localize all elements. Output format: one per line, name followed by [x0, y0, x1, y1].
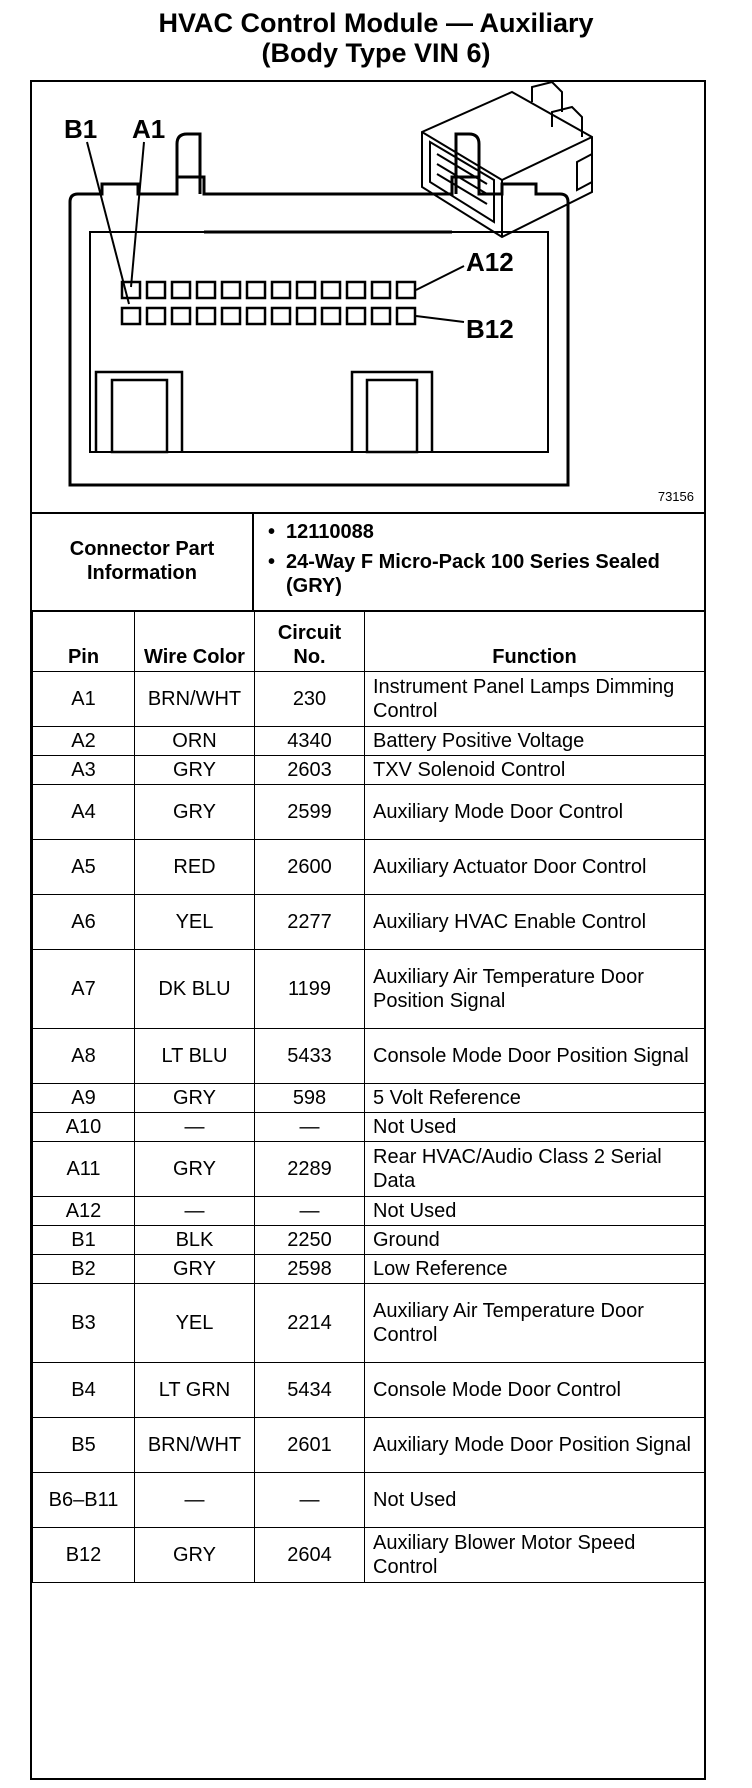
label-a12: A12 [466, 247, 514, 277]
wire-color-cell: — [135, 1113, 255, 1142]
circuit-cell: 5434 [255, 1363, 365, 1418]
wire-color-cell: — [135, 1197, 255, 1226]
circuit-cell: 2599 [255, 785, 365, 840]
function-cell: Auxiliary Air Temperature Door Position Signal [365, 950, 705, 1029]
figure-number: 73156 [657, 489, 694, 504]
table-row [33, 1528, 705, 1583]
table-row [33, 895, 705, 950]
table-row [33, 1284, 705, 1363]
table-row [33, 1473, 705, 1528]
title-line-2: (Body Type VIN 6) [261, 38, 491, 68]
pin-cell: A1 [33, 672, 135, 727]
table-row [33, 1418, 705, 1473]
table-row [33, 840, 705, 895]
table-row [33, 785, 705, 840]
pin-cell: A7 [33, 950, 135, 1029]
function-cell: Auxiliary Air Temperature Door Control [365, 1284, 705, 1363]
function-cell: TXV Solenoid Control [365, 756, 705, 785]
circuit-cell: 2277 [255, 895, 365, 950]
table-row [33, 1363, 705, 1418]
function-cell: Not Used [365, 1113, 705, 1142]
wire-color-cell: YEL [135, 1284, 255, 1363]
pin-cell: A2 [33, 727, 135, 756]
circuit-cell: 1199 [255, 950, 365, 1029]
pin-cell: A11 [33, 1142, 135, 1197]
leader-a1 [131, 142, 144, 287]
function-cell: Not Used [365, 1473, 705, 1528]
header-function: Function [365, 611, 705, 672]
connector-sheet [30, 80, 706, 1780]
connector-part-label: Connector Part Information [32, 512, 254, 610]
cavity-row-b [122, 308, 415, 324]
function-cell: Auxiliary Mode Door Control [365, 785, 705, 840]
pin-cell: A3 [33, 756, 135, 785]
function-cell: Auxiliary HVAC Enable Control [365, 895, 705, 950]
header-pin: Pin [33, 611, 135, 672]
circuit-cell: 5433 [255, 1029, 365, 1084]
table-row [33, 1255, 705, 1284]
wire-color-cell: GRY [135, 1255, 255, 1284]
table-row [33, 1084, 705, 1113]
circuit-cell: 4340 [255, 727, 365, 756]
label-b1: B1 [64, 114, 98, 144]
function-cell: Low Reference [365, 1255, 705, 1284]
table-row [33, 756, 705, 785]
function-cell: Rear HVAC/Audio Class 2 Serial Data [365, 1142, 705, 1197]
circuit-cell: 2289 [255, 1142, 365, 1197]
function-cell: Console Mode Door Position Signal [365, 1029, 705, 1084]
pin-cell: B4 [33, 1363, 135, 1418]
wire-color-cell: GRY [135, 1142, 255, 1197]
leader-b1 [87, 142, 129, 304]
wire-color-cell: LT GRN [135, 1363, 255, 1418]
wire-color-cell: GRY [135, 785, 255, 840]
table-row [33, 1113, 705, 1142]
pin-cell: A9 [33, 1084, 135, 1113]
circuit-cell: 2601 [255, 1418, 365, 1473]
table-row [33, 672, 705, 727]
pin-cell: A4 [33, 785, 135, 840]
wire-color-cell: BLK [135, 1226, 255, 1255]
bullet-icon: • [268, 521, 276, 543]
header-circuit-no: Circuit No. [255, 611, 365, 672]
function-cell: Auxiliary Blower Motor Speed Control [365, 1528, 705, 1583]
connector-part-information [32, 512, 704, 612]
function-cell: Battery Positive Voltage [365, 727, 705, 756]
part-number-item: • 12110088 [268, 521, 374, 543]
label-b12: B12 [466, 314, 514, 344]
pin-cell: A6 [33, 895, 135, 950]
function-cell: Auxiliary Mode Door Position Signal [365, 1418, 705, 1473]
connector-part-list [256, 520, 704, 604]
table-row [33, 1142, 705, 1197]
wire-color-cell: GRY [135, 1528, 255, 1583]
function-cell: Auxiliary Actuator Door Control [365, 840, 705, 895]
table-header-row [33, 611, 705, 672]
circuit-cell: 2598 [255, 1255, 365, 1284]
table-row [33, 950, 705, 1029]
pin-cell: B3 [33, 1284, 135, 1363]
wire-color-cell: RED [135, 840, 255, 895]
wire-color-cell: YEL [135, 895, 255, 950]
circuit-cell: — [255, 1197, 365, 1226]
latch-left [177, 134, 200, 194]
label-a1: A1 [132, 114, 166, 144]
pin-cell: B2 [33, 1255, 135, 1284]
circuit-cell: 230 [255, 672, 365, 727]
lock-right [367, 380, 417, 452]
pin-cell: B1 [33, 1226, 135, 1255]
wire-color-cell: ORN [135, 727, 255, 756]
pin-cell: B6–B11 [33, 1473, 135, 1528]
wire-color-cell: LT BLU [135, 1029, 255, 1084]
page-title [0, 8, 752, 68]
pinout-rows [33, 672, 705, 1583]
circuit-cell: 598 [255, 1084, 365, 1113]
wire-color-cell: DK BLU [135, 950, 255, 1029]
table-row [33, 1226, 705, 1255]
table-row [33, 727, 705, 756]
pin-cell: A8 [33, 1029, 135, 1084]
cavity-row-a [122, 282, 415, 298]
pinout-table [32, 610, 705, 1583]
function-cell: Ground [365, 1226, 705, 1255]
wire-color-cell: GRY [135, 1084, 255, 1113]
connector-drawing [32, 82, 704, 512]
circuit-cell: — [255, 1113, 365, 1142]
table-row [33, 1197, 705, 1226]
table-row [33, 1029, 705, 1084]
circuit-cell: — [255, 1473, 365, 1528]
wire-color-cell: BRN/WHT [135, 1418, 255, 1473]
pin-cell: A5 [33, 840, 135, 895]
wire-color-cell: BRN/WHT [135, 672, 255, 727]
title-line-1: HVAC Control Module — Auxiliary [158, 8, 594, 38]
leader-a12 [416, 266, 464, 290]
lock-left [112, 380, 167, 452]
circuit-cell: 2250 [255, 1226, 365, 1255]
circuit-cell: 2600 [255, 840, 365, 895]
wire-color-cell: GRY [135, 756, 255, 785]
wire-color-cell: — [135, 1473, 255, 1528]
leader-b12 [416, 316, 464, 322]
connector-diagram [32, 82, 704, 514]
function-cell: Instrument Panel Lamps Dimming Control [365, 672, 705, 727]
pin-cell: B5 [33, 1418, 135, 1473]
pin-cell: A12 [33, 1197, 135, 1226]
function-cell: Console Mode Door Control [365, 1363, 705, 1418]
connector-type-item: • 24-Way F Micro-Pack 100 Series Sealed (GRY) [268, 551, 660, 597]
header-wire-color: Wire Color [135, 611, 255, 672]
function-cell: 5 Volt Reference [365, 1084, 705, 1113]
circuit-cell: 2603 [255, 756, 365, 785]
pin-cell: B12 [33, 1528, 135, 1583]
pin-cell: A10 [33, 1113, 135, 1142]
function-cell: Not Used [365, 1197, 705, 1226]
circuit-cell: 2214 [255, 1284, 365, 1363]
bullet-icon: • [268, 551, 276, 573]
circuit-cell: 2604 [255, 1528, 365, 1583]
